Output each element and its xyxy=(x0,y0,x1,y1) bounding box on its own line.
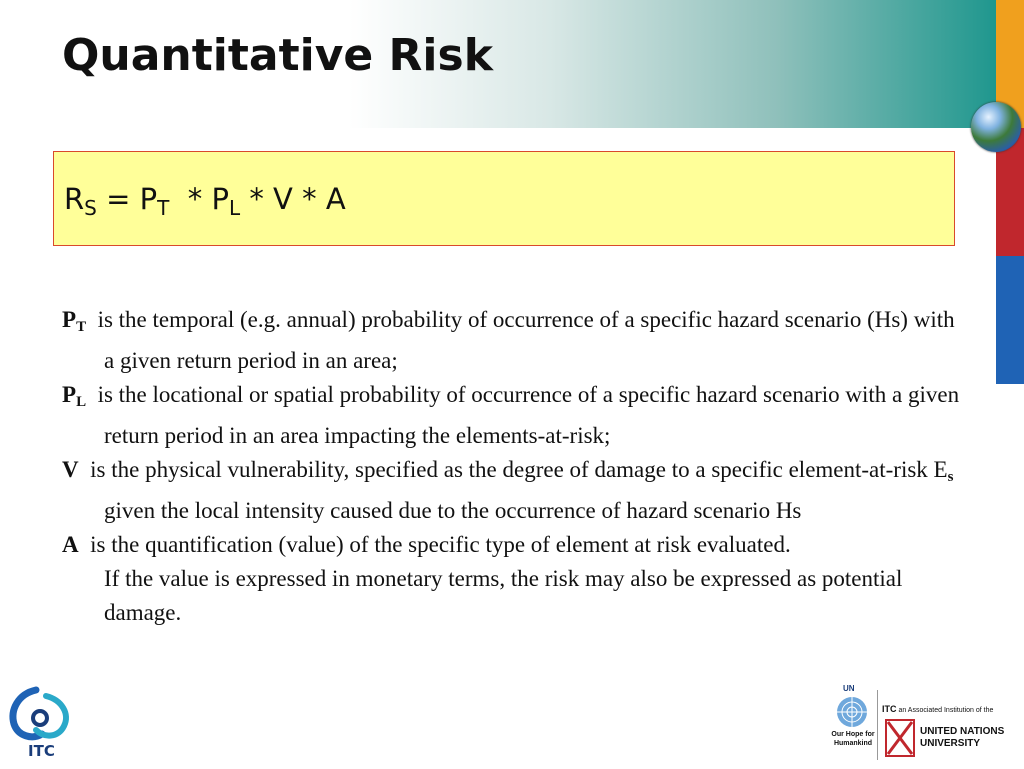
definition-pl: $P_L$ is the locational or spatial probability of occurrence of a specific hazard scenario with a given return period in an area impacting the elements-at-risk; xyxy=(62,382,965,448)
slide-title: Quantitative Risk xyxy=(62,30,493,81)
definition-pt: $P_T$ is the temporal (e.g. annual) probability of occurrence of a specific hazard scenario (Hs) with a given return period in an area; xyxy=(62,307,961,373)
partner-divider xyxy=(877,690,878,760)
monetary-note: If the value is expressed in monetary terms, the risk may also be expressed as potential damage. xyxy=(104,566,903,625)
itc-logo-label: ITC xyxy=(28,742,55,760)
un-emblem: UN Our Hope for Humankind xyxy=(831,684,875,747)
unu-mark-icon xyxy=(884,718,916,758)
definition-v: V is the physical vulnerability, specified as the degree of damage to a specific element-at-risk $E_s$ given the local intensity caused due to the occurrence of hazard scenario Hs xyxy=(62,457,954,523)
globe-icon xyxy=(971,102,1021,152)
itc-logo xyxy=(6,684,76,764)
accent-stripe-blue xyxy=(996,256,1024,384)
un-globe-icon xyxy=(834,694,870,730)
unu-name: UNITED NATIONS UNIVERSITY xyxy=(920,726,1005,749)
partner-logos xyxy=(828,684,1018,766)
itc-affiliation-text: ITC an Associated Institution of the xyxy=(882,704,994,714)
risk-formula: $R_S = P_T * P_L * V * A$ xyxy=(64,182,346,220)
formula-box xyxy=(53,151,955,246)
definitions-list xyxy=(62,303,965,630)
definition-a: A is the quantification (value) of the specific type of element at risk evaluated. xyxy=(62,532,791,557)
